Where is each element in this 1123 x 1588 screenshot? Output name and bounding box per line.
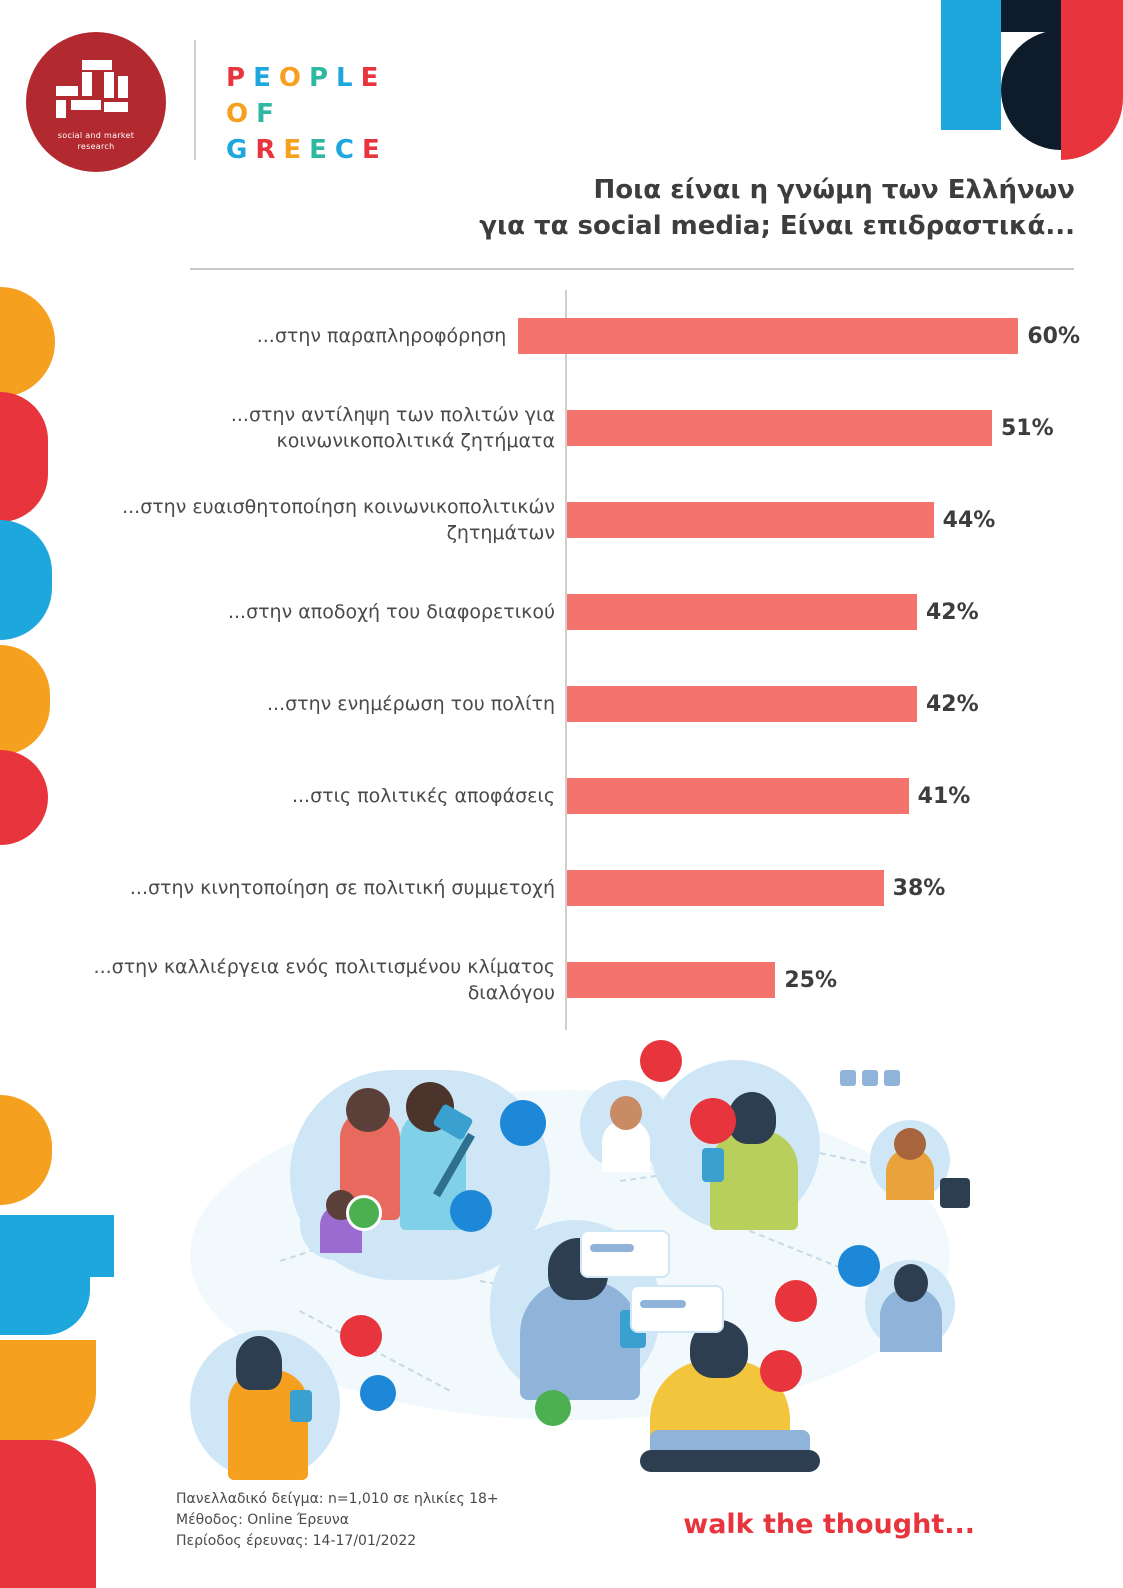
like-icon [450, 1190, 492, 1232]
heart-icon [690, 1098, 736, 1144]
chart-bar-wrapper [567, 382, 1080, 474]
chart-value-label: 44% [942, 507, 996, 533]
chart-row [60, 842, 1080, 934]
logo-letter: F [256, 99, 282, 129]
footer-line-sample: Πανελλαδικό δείγμα: n=1,010 σε ηλικίες 18+ [176, 1491, 499, 1507]
chart-bar [567, 410, 992, 446]
logo-letter: E [360, 63, 387, 93]
page-title-line-1: Ποια είναι η γνώμη των Ελλήνων [593, 175, 1075, 205]
chart-bar [567, 594, 917, 630]
decor-shape-dark-top [1001, 0, 1063, 32]
chart-category-label: ...στην κινητοποίηση σε πολιτική συμμετοχή [129, 877, 555, 899]
chart-row [60, 382, 1080, 474]
chart-value-label: 42% [926, 691, 979, 717]
logo-word-greece [226, 132, 388, 168]
logo-letter: P [226, 63, 254, 93]
chart-bar [567, 962, 775, 998]
chart-bar [567, 502, 934, 538]
share-icon [940, 1178, 970, 1208]
logo-letter: O [226, 99, 257, 129]
logo-letter: P [308, 63, 336, 93]
decor-shape-orange [0, 1095, 52, 1205]
chart-bar-wrapper [567, 474, 1080, 566]
ped-monogram-icon [56, 60, 138, 118]
tagline: walk the thought... [683, 1509, 975, 1540]
heart-icon [340, 1315, 382, 1357]
chart-value-label: 42% [926, 599, 979, 625]
like-icon [500, 1100, 546, 1146]
decor-shape-blue [0, 520, 52, 640]
logo-subtitle-line-2: research [77, 142, 115, 151]
chart-category-label: ...στην αντίληψη των πολιτών για κοινωνικοπολιτικά ζητήματα [230, 404, 555, 452]
logo-letter: E [309, 135, 335, 165]
logo-subtitle [26, 130, 166, 152]
chart-category-label: ...στην καλλιέργεια ενός πολιτισμένου κλίματος διαλόγου [93, 956, 555, 1004]
chart-bar-wrapper [567, 566, 1080, 658]
heart-icon [760, 1350, 802, 1392]
social-media-illustration [150, 1030, 1020, 1500]
chart-bar [518, 318, 1018, 354]
chart-value-label: 60% [1027, 323, 1080, 349]
decor-shape-red [0, 392, 48, 522]
chart-bar [567, 686, 917, 722]
chart-category-label: ...στην αποδοχή του διαφορετικού [227, 601, 555, 623]
logo-letter: O [278, 63, 309, 93]
chart-value-label: 41% [917, 783, 971, 809]
chart-category-label: ...στις πολιτικές αποφάσεις [291, 785, 555, 807]
logo-divider [194, 40, 196, 160]
page-title [355, 172, 1075, 244]
logo-word-people [226, 60, 388, 96]
decor-shape-dark-top [1001, 30, 1063, 150]
logo-word-of [226, 96, 388, 132]
page-title-line-2: για τα social media; Είναι επιδραστικά... [479, 211, 1075, 241]
chart-category-label: ...στην παραπληροφόρηση [256, 325, 507, 347]
share-icon [535, 1390, 571, 1426]
chart-value-label: 25% [784, 967, 837, 993]
chart-bar-wrapper [567, 750, 1080, 842]
footer-line-period: Περίοδος έρευνας: 14-17/01/2022 [176, 1533, 417, 1549]
logo-letter: L [336, 63, 361, 93]
share-icon [346, 1195, 382, 1231]
heart-icon [640, 1040, 682, 1082]
logo-wordmark [226, 60, 388, 168]
decor-shape-red-top [1061, 0, 1123, 160]
logo-letter: R [255, 135, 284, 165]
chart-row [60, 290, 1080, 382]
chart-value-label: 51% [1001, 415, 1054, 441]
chart-category-label: ...στην ευαισθητοποίηση κοινωνικοπολιτικών ζητημάτων [122, 496, 555, 544]
chart-value-label: 38% [892, 875, 946, 901]
footer-line-method: Μέθοδος: Online Έρευνα [176, 1512, 349, 1528]
chart-row [60, 566, 1080, 658]
survey-methodology [176, 1489, 499, 1552]
decor-shape-orange [0, 645, 50, 755]
chart-category-label: ...στην ενημέρωση του πολίτη [267, 693, 555, 715]
logo-letter: E [283, 135, 310, 165]
chart-bar-wrapper [518, 290, 1080, 382]
chart-bar-wrapper [567, 934, 1080, 1026]
logo-subtitle-line-1: social and market [57, 131, 135, 140]
chart-bar-wrapper [567, 842, 1080, 934]
chart-row [60, 750, 1080, 842]
logo-letter: E [253, 63, 279, 93]
decor-shape-blue-top [941, 0, 1001, 130]
like-icon [360, 1375, 396, 1411]
decor-shape-orange [0, 1340, 96, 1440]
bar-chart [60, 290, 1080, 1030]
chart-bar-wrapper [567, 658, 1080, 750]
decor-shape-blue [62, 1215, 114, 1277]
decor-shape-red [0, 750, 48, 845]
chart-bar [567, 778, 909, 814]
chart-bar [567, 870, 884, 906]
header-divider [190, 268, 1074, 270]
decor-shape-red [0, 1440, 96, 1588]
heart-icon [775, 1280, 817, 1322]
chart-row [60, 934, 1080, 1026]
chart-row [60, 474, 1080, 566]
logo-letter: E [362, 135, 388, 165]
like-icon [838, 1245, 880, 1287]
chart-row [60, 658, 1080, 750]
logo-letter: C [334, 135, 362, 165]
brand-logo [26, 22, 446, 172]
logo-letter: G [226, 135, 256, 165]
decor-shape-orange [0, 287, 55, 397]
